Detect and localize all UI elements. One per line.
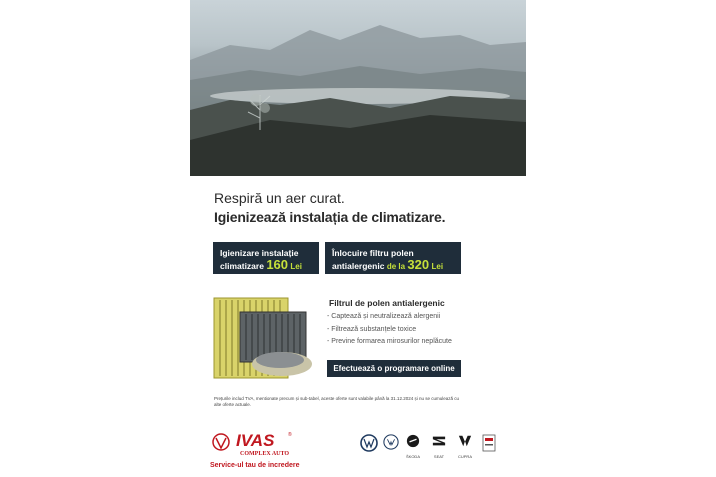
benefit-list xyxy=(327,311,452,349)
filter-title: Filtrul de polen antialergenic xyxy=(329,298,445,308)
dealer-tagline: Service-ul tau de incredere xyxy=(210,462,300,469)
offer-cleaning-currency: Lei xyxy=(290,262,302,271)
skoda-label: ŠKODA xyxy=(405,454,420,459)
cupra-logo xyxy=(454,434,476,459)
subheadline: Igienizează instalația de climatizare. xyxy=(214,209,446,225)
fine-print: Prețurile includ TVA, mentionate precum și sub-tabel, aceste oferte sunt valabile până la 31.12.2024 și nu se cumulează cu alte oferte actuale. xyxy=(214,396,459,407)
hero-landscape-image xyxy=(190,0,526,176)
offer-filter-currency: Lei xyxy=(431,262,444,271)
cupra-label: CUPRA xyxy=(457,454,472,459)
offer-cleaning-price: 160 xyxy=(266,257,289,272)
book-appointment-button[interactable]: Efectuează o programare online xyxy=(327,360,461,377)
poster xyxy=(190,0,526,477)
benefit-item: - Previne formarea mirosurilor neplăcute xyxy=(327,338,452,345)
ivas-logo xyxy=(210,428,310,458)
headline: Respiră un aer curat. xyxy=(214,190,345,206)
svg-text:IVAS: IVAS xyxy=(236,431,275,450)
offer-filter-replacement xyxy=(325,242,461,274)
offer-filter-price: 320 xyxy=(407,257,430,272)
vw-commercial-logo xyxy=(380,434,402,455)
seat-label: SEAT xyxy=(433,454,445,459)
pollen-filter-image xyxy=(210,292,322,384)
service-badge xyxy=(478,434,500,457)
benefit-item: - Filtrează substanțele toxice xyxy=(327,325,417,333)
vw-logo xyxy=(358,434,380,457)
offer-filter-from: de la xyxy=(386,262,406,271)
svg-text:COMPLEX AUTO: COMPLEX AUTO xyxy=(240,451,290,457)
offer-cleaning-line2: climatizare xyxy=(220,261,264,271)
offer-cleaning-line1: Igienizare instalație xyxy=(220,248,299,258)
svg-text:®: ® xyxy=(288,432,292,438)
offer-filter-line1: Înlocuire filtru polen xyxy=(332,248,414,258)
offer-filter-line2: antialergenic xyxy=(332,261,385,271)
offer-cleaning xyxy=(213,242,319,274)
skoda-logo xyxy=(402,434,424,459)
benefit-item: - Captează și neutralizează alergenii xyxy=(327,313,441,320)
seat-logo xyxy=(428,434,450,459)
